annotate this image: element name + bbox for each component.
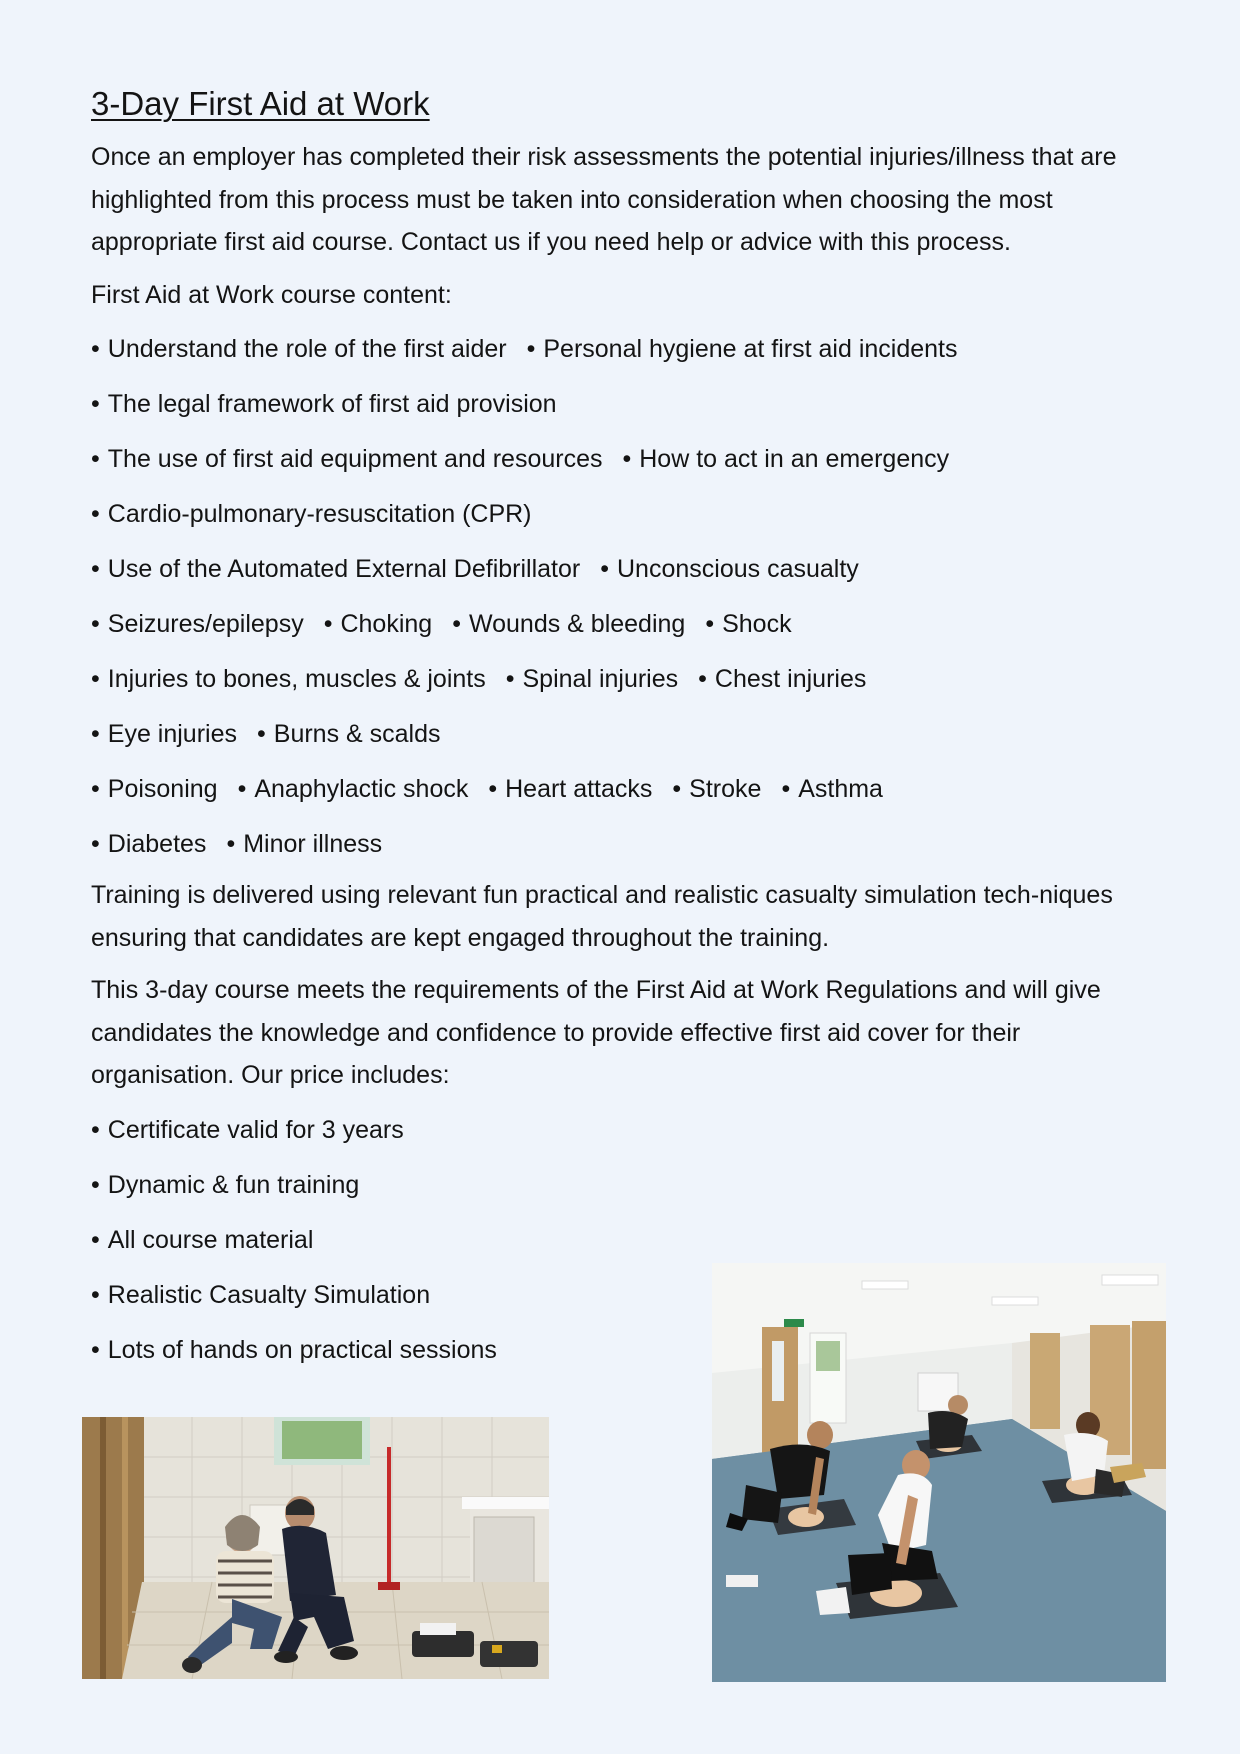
document-page [91,82,1161,1384]
price-include-item: • Certificate valid for 3 years [91,1109,1161,1151]
course-content-item: • Unconscious casualty [600,555,859,583]
course-content-item: • Anaphylactic shock [238,775,469,803]
course-content-row [91,658,1161,700]
course-content-row [91,823,1161,865]
course-content-item: • Wounds & bleeding [452,610,685,638]
course-content-item: • Diabetes [91,830,206,858]
course-content-heading: First Aid at Work course content: [91,280,452,309]
course-content-item: • How to act in an emergency [622,445,949,473]
course-content-item: • Use of the Automated External Defibrillator [91,555,580,583]
requirements-paragraph: This 3-day course meets the requirements of the First Aid at Work Regulations and will give candidates the knowledge and confidence to provide effective first aid cover for their organisation. Our price includes: [91,976,1101,1089]
price-include-item: • All course material [91,1219,1161,1261]
course-content-item: • Choking [324,610,433,638]
casualty-simulation-photo [82,1417,549,1679]
course-content-row [91,328,1161,370]
course-content-row [91,768,1161,810]
course-content-item: • Spinal injuries [506,665,678,693]
course-content-row [91,383,1161,425]
course-content-item: • The use of first aid equipment and resources [91,445,602,473]
course-content-item: • The legal framework of first aid provision [91,390,557,418]
course-content-item: • Eye injuries [91,720,237,748]
course-content-item: • Personal hygiene at first aid incidents [527,335,958,363]
course-content-item: • Understand the role of the first aider [91,335,507,363]
price-include-item: • Realistic Casualty Simulation [91,1274,1161,1316]
course-content-row [91,713,1161,755]
course-content-item: • Asthma [781,775,883,803]
course-content-item: • Shock [705,610,791,638]
course-content-item: • Injuries to bones, muscles & joints [91,665,486,693]
course-content-item: • Heart attacks [488,775,652,803]
cpr-training-photo [712,1263,1166,1682]
training-paragraph: Training is delivered using relevant fun practical and realistic casualty simulation tech-niques ensuring that candidates are kept engaged throughout the training. [91,881,1113,952]
course-content-item: • Seizures/epilepsy [91,610,304,638]
course-content-item: • Stroke [672,775,761,803]
intro-paragraph: Once an employer has completed their risk assessments the potential injuries/illness that are highlighted from this process must be taken into consideration when choosing the most appropriate first aid course. Contact us if you need help or advice with this process. [91,143,1117,256]
course-content-list [91,328,1161,865]
course-content-row [91,548,1161,590]
course-content-row [91,603,1161,645]
page-title: 3-Day First Aid at Work [91,85,430,122]
price-include-item: • Dynamic & fun training [91,1164,1161,1206]
course-content-row [91,438,1161,480]
course-content-item: • Burns & scalds [257,720,441,748]
course-content-row [91,493,1161,535]
price-include-item: • Lots of hands on practical sessions [91,1329,1161,1371]
course-content-item: • Minor illness [226,830,382,858]
course-content-item: • Poisoning [91,775,218,803]
course-content-item: • Chest injuries [698,665,866,693]
course-content-item: • Cardio-pulmonary-resuscitation (CPR) [91,500,532,528]
